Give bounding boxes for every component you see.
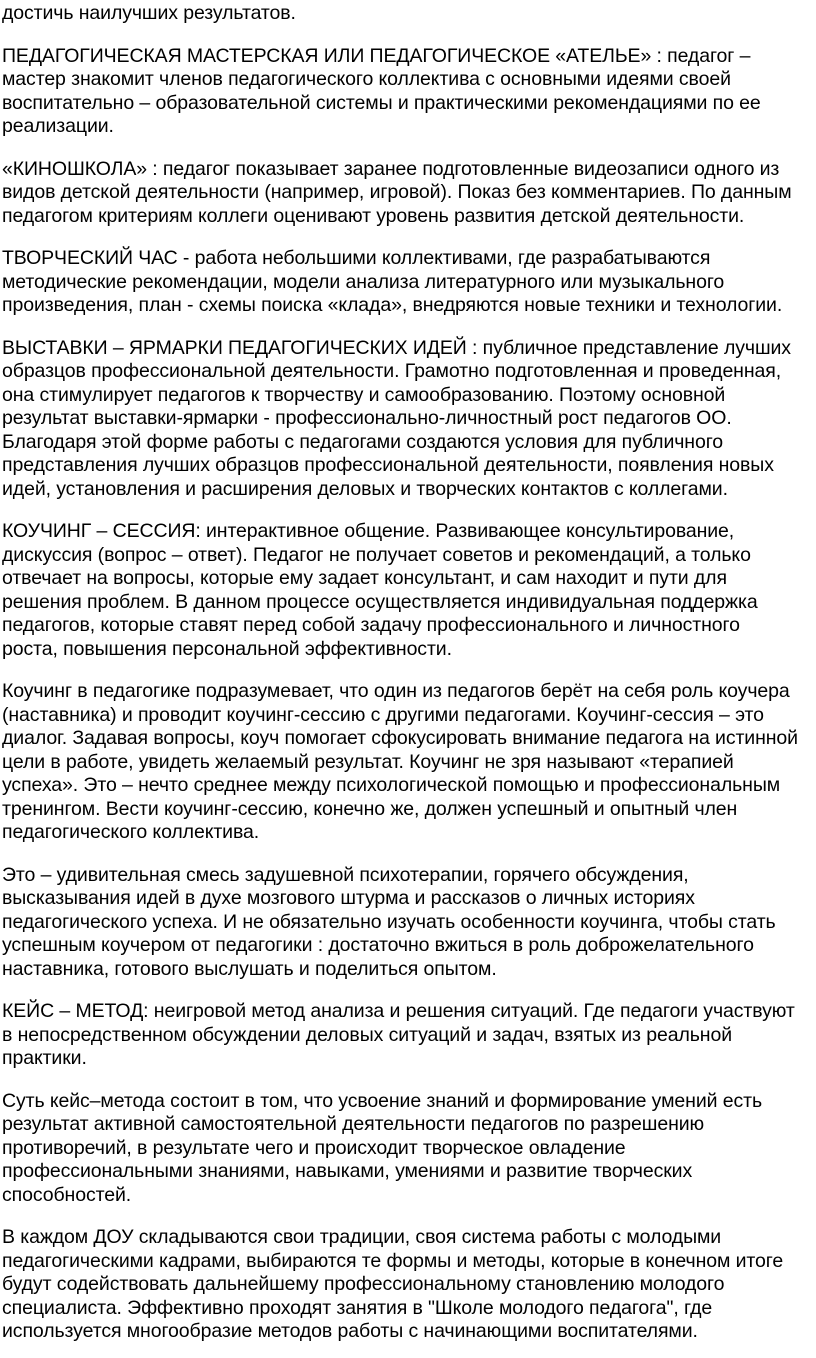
text-line: достичь наилучших результатов.: [2, 2, 296, 24]
text-line: дискуссия (вопрос – ответ). Педагог не получает советов и рекомендаций, а только: [2, 543, 751, 566]
text-line: педагогом критериям коллеги оценивают уровень развития детской деятельности.: [2, 204, 745, 227]
paragraph: [2, 520, 816, 661]
paragraph: [2, 864, 816, 982]
text-line: профессиональными знаниями, навыками, умениями и развитие творческих: [2, 1160, 693, 1182]
paragraph: [2, 158, 816, 229]
paragraph: [2, 45, 816, 139]
text-line: наставника, готового выслушать и поделиться опытом.: [2, 957, 497, 980]
text-line: практики.: [2, 1047, 87, 1069]
text-line: результат выставки-ярмарки - профессионально-личностный рост педагогов ОО.: [2, 407, 732, 429]
paragraph: [2, 1090, 816, 1208]
paragraph: [2, 680, 816, 845]
text-line: (наставника) и проводит коучинг-сессию с другими педагогами. Коучинг-сессия – это: [2, 703, 764, 726]
text-line: Коучинг в педагогике подразумевает, что один из педагогов берёт на себя роль коучера: [2, 680, 790, 702]
paragraph: [2, 1000, 816, 1071]
text-line: видов детской деятельности (например, игровой). Показ без комментариев. По данным: [2, 181, 792, 203]
text-line: используется многообразие методов работы с начинающими воспитателями.: [2, 1320, 698, 1342]
paragraph: [2, 2, 816, 26]
text-line: В каждом ДОУ складываются свои традиции, своя система работы с молодыми: [2, 1226, 722, 1248]
text-line: противоречий, в результате чего и происходит творческое овладение: [2, 1136, 626, 1159]
text-line: будут содействовать дальнейшему профессиональному становлению молодого: [2, 1273, 725, 1295]
text-line: в непосредственном обсуждении деловых ситуаций и задач, взятых из реальной: [2, 1023, 732, 1046]
text-line: результат активной самостоятельной деятельности педагогов по разрешению: [2, 1113, 705, 1135]
text-line: мастер знакомит членов педагогического коллектива с основными идеями своей: [2, 68, 731, 90]
text-line: КЕЙС – МЕТОД: неигровой метод анализа и решения ситуаций. Где педагоги участвуют: [2, 1000, 795, 1022]
paragraph: [2, 247, 816, 318]
text-line: успеха». Это – нечто среднее между психологической помощью и профессиональным: [2, 774, 781, 796]
text-line: специалиста. Эффективно проходят занятия в "Школе молодого педагога", где: [2, 1296, 713, 1319]
text-line: она стимулирует педагогов к творчеству и самообразованию. Поэтому основной: [2, 383, 726, 406]
text-line: произведения, план - схемы поиска «клада», внедряются новые техники и технологии.: [2, 294, 783, 316]
text-line: способностей.: [2, 1183, 132, 1206]
text-line: диалог. Задавая вопросы, коуч помогает сфокусировать внимание педагога на истинной: [2, 727, 798, 749]
text-line: отвечает на вопросы, которые ему задает консультант, и сам находит и пути для: [2, 567, 727, 589]
text-line: педагогическими кадрами, выбираются те формы и методы, которые в конечном итоге: [2, 1249, 784, 1272]
text-line: КОУЧИНГ – СЕССИЯ: интерактивное общение. Развивающее консультирование,: [2, 520, 735, 542]
text-line: воспитательно – образовательной системы и практическими рекомендациями по ее: [2, 91, 761, 114]
text-line: высказывания идей в духе мозгового штурма и рассказов о личных историях: [2, 887, 695, 909]
text-line: роста, повышения персональной эффективности.: [2, 637, 452, 660]
paragraph: [2, 1226, 816, 1344]
text-line: ВЫСТАВКИ – ЯРМАРКИ ПЕДАГОГИЧЕСКИХ ИДЕЙ : публичное представление лучших: [2, 336, 791, 359]
text-line: Благодаря этой форме работы с педагогами создаются условия для публичного: [2, 430, 724, 453]
text-line: педагогов, которые ставят перед собой задачу профессионального и личностного: [2, 614, 740, 636]
text-line: Это – удивительная смесь задушевной психотерапии, горячего обсуждения,: [2, 863, 689, 886]
text-line: решения проблем. В данном процессе осуществляется индивидуальная поддержка: [2, 590, 758, 613]
text-line: успешным коучером от педагогики : достаточно вжиться в роль доброжелательного: [2, 934, 754, 956]
text-line: образцов профессиональной деятельности. Грамотно подготовленная и проведенная,: [2, 360, 782, 382]
text-line: ТВОРЧЕСКИЙ ЧАС - работа небольшими коллективами, где разрабатываются: [2, 247, 711, 269]
text-line: «КИНОШКОЛА» : педагог показывает заранее подготовленные видеозаписи одного из: [2, 157, 780, 180]
text-line: ПЕДАГОГИЧЕСКАЯ МАСТЕРСКАЯ ИЛИ ПЕДАГОГИЧЕСКОЕ «АТЕЛЬЕ» : педагог –: [2, 44, 751, 67]
text-line: тренингом. Вести коучинг-сессию, конечно же, должен успешный и опытный член: [2, 797, 738, 820]
text-line: педагогического коллектива.: [2, 821, 260, 843]
text-line: Суть кейс–метода состоит в том, что усвоение знаний и формирование умений есть: [2, 1089, 763, 1112]
text-line: идей, установления и расширения деловых и творческих контактов с коллегами.: [2, 477, 728, 500]
text-line: педагогического успеха. И не обязательно изучать особенности коучинга, чтобы стать: [2, 910, 776, 933]
paragraph: [2, 337, 816, 502]
text-line: методические рекомендации, модели анализа литературного или музыкального: [2, 270, 725, 293]
text-line: цели в работе, увидеть желаемый результат. Коучинг не зря называют «терапией: [2, 750, 734, 773]
text-line: представления лучших образцов профессиональной деятельности, появления новых: [2, 454, 774, 476]
text-line: реализации.: [2, 115, 114, 137]
